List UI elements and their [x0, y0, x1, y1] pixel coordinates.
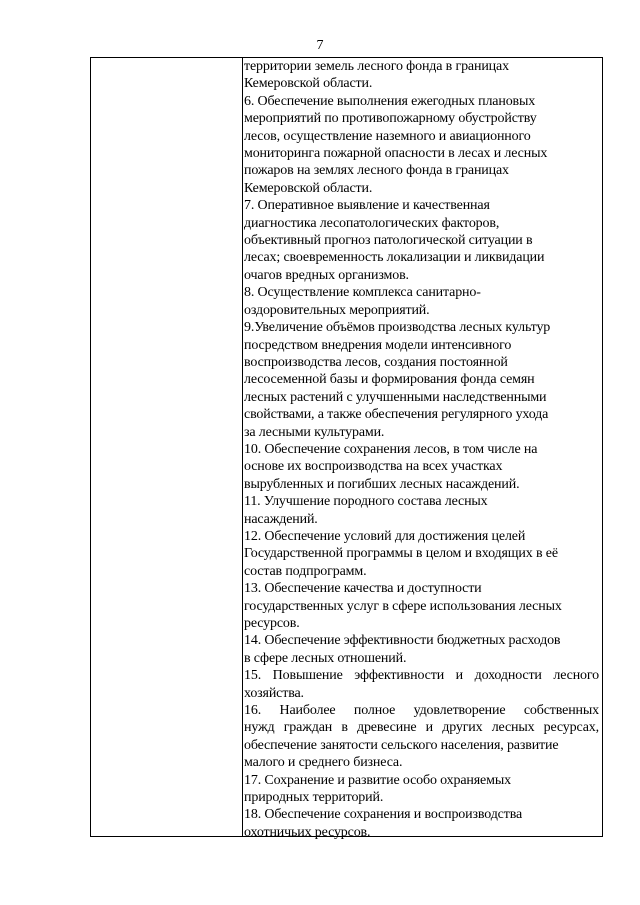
text-line: диагностика лесопатологических факторов, [244, 215, 500, 231]
text-line: 18. Обеспечение сохранения и воспроизводства [244, 807, 523, 823]
text-line: пожаров на землях лесного фонда в границах [244, 163, 509, 179]
text-line: лесных растений с улучшенными наследственными [244, 389, 547, 405]
text-line: Государственной программы в целом и входящих в её [244, 546, 558, 562]
text-line: 12. Обеспечение условий для достижения целей [244, 528, 526, 544]
list-item [244, 528, 599, 580]
list-item [244, 667, 599, 702]
text-line: состав подпрограмм. [244, 563, 367, 579]
text-line: основе их воспроизводства на всех участках [244, 459, 503, 475]
text-line: 11. Улучшение породного состава лесных [244, 494, 488, 510]
text-line: мониторинга пожарной опасности в лесах и лесных [244, 146, 548, 162]
text-line: воспроизводства лесов, создания постоянной [244, 354, 508, 370]
list-item [244, 806, 599, 841]
text-line: 6. Обеспечение выполнения ежегодных плановых [244, 93, 536, 109]
list-item [244, 284, 599, 319]
text-line: природных территорий. [244, 790, 384, 806]
text-line: лесосеменной базы и формирования фонда семян [244, 372, 535, 388]
text-line: в сфере лесных отношений. [244, 650, 407, 666]
text-line: объективный прогноз патологической ситуации в [244, 233, 533, 249]
list-item [244, 632, 599, 667]
goals-table [90, 57, 603, 840]
page-number: 7 [316, 38, 324, 53]
text-line: 14. Обеспечение эффективности бюджетных расходов [244, 633, 561, 649]
goals-cell [244, 58, 599, 841]
list-item [244, 702, 599, 772]
list-item [244, 93, 599, 197]
text-line: малого и среднего бизнеса. [244, 755, 403, 771]
text-line: 7. Оперативное выявление и качественная [244, 198, 490, 214]
text-line: вырубленных и погибших лесных насаждений. [244, 476, 520, 492]
text-line: территории земель лесного фонда в границах [244, 59, 509, 74]
text-line: нужд граждан в древесине и других лесных ресурсах, [244, 720, 599, 736]
text-line: лесов, осуществление наземного и авиационного [244, 128, 531, 144]
text-line: государственных услуг в сфере использования лесных [244, 598, 562, 614]
text-line: 13. Обеспечение качества и доступности [244, 581, 482, 597]
list-item [244, 493, 599, 528]
text-line: 16. Наиболее полное удовлетворение собственных [244, 703, 599, 719]
text-line: мероприятий по противопожарному обустройству [244, 111, 537, 127]
text-line: за лесными культурами. [244, 424, 385, 440]
text-line: 17. Сохранение и развитие особо охраняемых [244, 772, 511, 788]
list-item [244, 441, 599, 493]
text-line: очагов вредных организмов. [244, 267, 409, 283]
list-item [244, 772, 599, 807]
text-line: Кемеровской области. [244, 180, 373, 196]
text-line: посредством внедрения модели интенсивного [244, 337, 512, 353]
list-item [244, 197, 599, 284]
text-line: лесах; своевременность локализации и ликвидации [244, 250, 545, 266]
text-line: свойствами, а также обеспечения регулярного ухода [244, 407, 549, 423]
text-line: 8. Осуществление комплекса санитарно- [244, 285, 481, 301]
text-line: охотничьих ресурсов. [244, 824, 371, 840]
text-line: 15. Повышение эффективности и доходности лесного [244, 668, 599, 684]
column-divider [242, 58, 243, 836]
list-item [244, 580, 599, 632]
text-line: 9.Увеличение объёмов производства лесных культур [244, 320, 551, 336]
text-line: насаждений. [244, 511, 318, 527]
list-item [244, 319, 599, 441]
text-line: 10. Обеспечение сохранения лесов, в том числе на [244, 441, 538, 457]
list-item [244, 58, 599, 93]
text-line: Кемеровской области. [244, 76, 373, 92]
text-line: ресурсов. [244, 616, 300, 631]
text-line: хозяйства. [244, 685, 304, 701]
text-line: оздоровительных мероприятий. [244, 302, 430, 318]
text-line: обеспечение занятости сельского населения, развитие [244, 737, 559, 753]
